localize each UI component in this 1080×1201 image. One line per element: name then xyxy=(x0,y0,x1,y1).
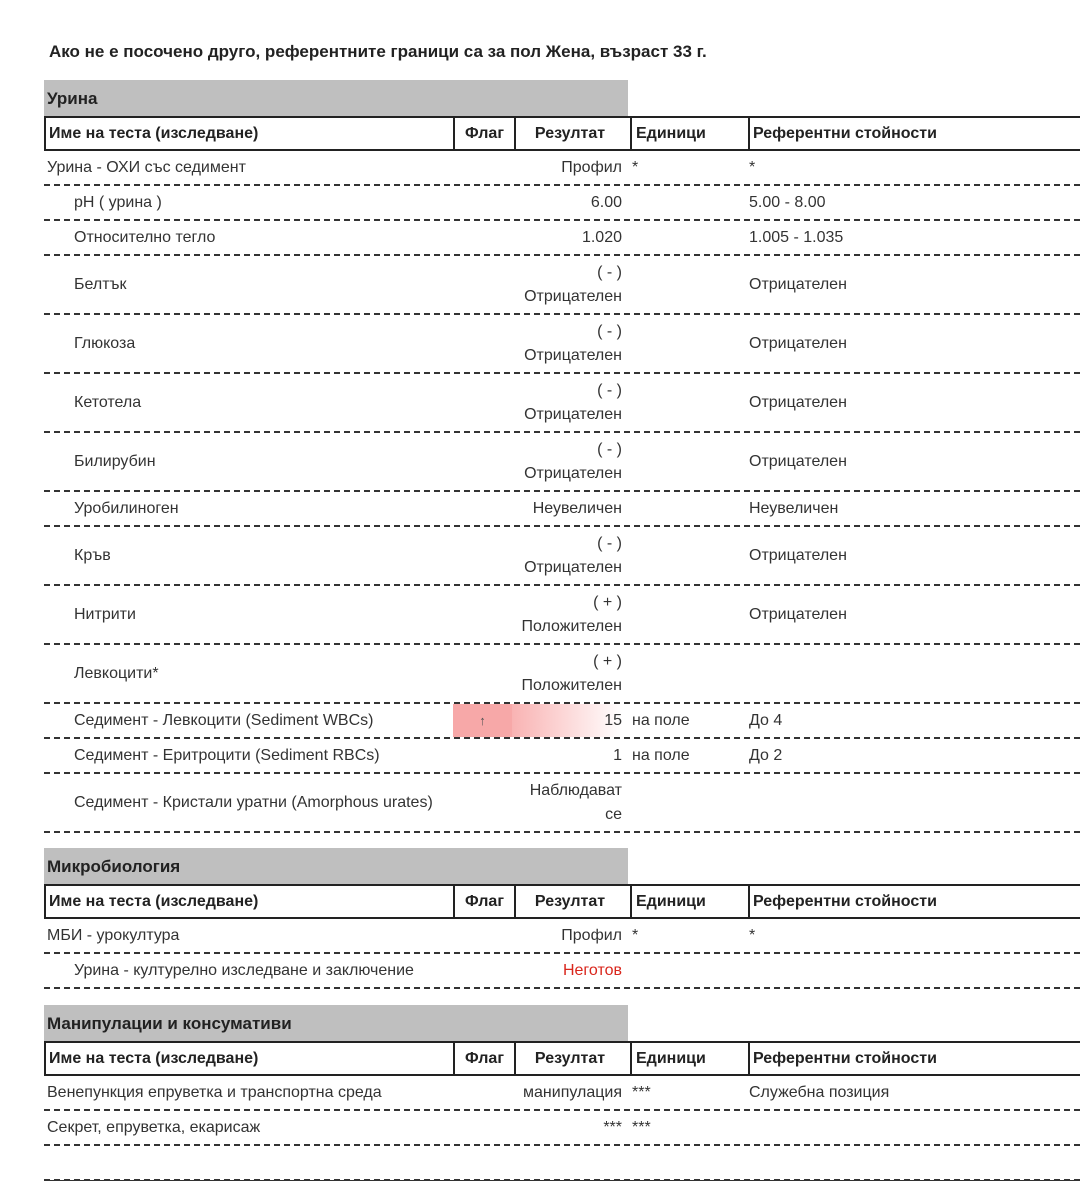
result xyxy=(512,1076,628,1109)
result-value: *** xyxy=(603,1118,622,1136)
table-row xyxy=(44,151,1080,186)
result xyxy=(512,433,628,490)
result-value: Неготов xyxy=(562,961,622,979)
reference-range: Отрицателен xyxy=(749,452,847,470)
result xyxy=(512,1111,628,1144)
result-line1: ( - ) xyxy=(597,322,622,340)
test-name: Белтък xyxy=(74,276,127,293)
flag xyxy=(453,919,512,952)
flag xyxy=(453,151,512,184)
reference-range: Отрицателен xyxy=(749,334,847,352)
test-name: Уробилиноген xyxy=(74,500,179,517)
test-name: МБИ - урокултура xyxy=(47,927,180,944)
result-value: 1.020 xyxy=(581,228,622,246)
result-line1: ( - ) xyxy=(597,440,622,458)
result xyxy=(512,954,628,987)
table-row xyxy=(44,492,1080,527)
test-name: Левкоцити* xyxy=(74,665,159,682)
result xyxy=(512,527,628,584)
result-value: Отрицателен xyxy=(524,405,622,423)
result-line1: ( - ) xyxy=(597,263,622,281)
result-value: Профил xyxy=(561,926,622,944)
table-row xyxy=(44,1111,1080,1146)
result xyxy=(512,774,628,831)
flag xyxy=(453,527,512,584)
reference-note: Ако не е посочено друго, референтните граници са за пол Жена, възраст 33 г. xyxy=(49,42,707,61)
result xyxy=(512,739,628,772)
table-row xyxy=(44,374,1080,433)
units xyxy=(628,374,746,431)
table-row xyxy=(44,1076,1080,1111)
reference-range: До 4 xyxy=(749,711,783,729)
test-name: Урина - културелно изследване и заключение xyxy=(74,962,414,979)
reference-range: Отрицателен xyxy=(749,605,847,623)
table-row xyxy=(44,1146,1080,1181)
section-title: Урина xyxy=(44,80,628,116)
units: * xyxy=(632,926,639,944)
col-result: Резултат xyxy=(516,886,632,917)
test-name: Глюкоза xyxy=(74,335,136,352)
result-value: Профил xyxy=(561,158,622,176)
flag xyxy=(453,315,512,372)
table-header xyxy=(44,884,1080,919)
table-row xyxy=(44,919,1080,954)
test-name: pH ( урина ) xyxy=(74,194,162,211)
col-ref: Референтни стойности xyxy=(753,124,937,142)
table-row xyxy=(44,645,1080,704)
col-units: Единици xyxy=(632,886,750,917)
result-line1: ( - ) xyxy=(597,534,622,552)
section-title: Манипулации и консумативи xyxy=(44,1005,628,1041)
flag xyxy=(453,221,512,254)
section-1 xyxy=(44,848,1080,989)
section-0 xyxy=(44,80,1080,833)
flag xyxy=(453,774,512,831)
result xyxy=(512,1146,628,1179)
col-flag: Флаг xyxy=(455,1043,516,1074)
units: на поле xyxy=(632,711,690,729)
test-name xyxy=(44,1146,453,1179)
reference-range xyxy=(746,1111,1080,1144)
col-flag: Флаг xyxy=(455,886,516,917)
units xyxy=(628,315,746,372)
reference-range xyxy=(746,645,1080,702)
result-line1: ( + ) xyxy=(593,652,622,670)
flag xyxy=(453,645,512,702)
table-header xyxy=(44,116,1080,151)
result-line1: Наблюдават xyxy=(529,781,622,799)
result xyxy=(512,315,628,372)
units xyxy=(628,186,746,219)
reference-range: Неувеличен xyxy=(749,499,839,517)
reference-range: До 2 xyxy=(749,746,783,764)
result-value: манипулация xyxy=(523,1083,622,1101)
units xyxy=(628,645,746,702)
table-row xyxy=(44,954,1080,989)
reference-range: 1.005 - 1.035 xyxy=(749,228,844,246)
reference-range: * xyxy=(749,926,756,944)
result xyxy=(512,256,628,313)
flag xyxy=(453,256,512,313)
units xyxy=(628,433,746,490)
result-value: Отрицателен xyxy=(524,346,622,364)
units: на поле xyxy=(632,746,690,764)
reference-range: 5.00 - 8.00 xyxy=(749,193,826,211)
test-name: Секрет, епруветка, екарисаж xyxy=(47,1119,261,1136)
units: *** xyxy=(632,1083,651,1101)
result-value: 6.00 xyxy=(590,193,622,211)
result-value: Неувеличен xyxy=(532,499,622,517)
result-line1: ( - ) xyxy=(597,381,622,399)
test-name: Кетотела xyxy=(74,394,142,411)
col-units: Единици xyxy=(632,118,750,149)
units xyxy=(628,774,746,831)
result-value: Положителен xyxy=(521,676,622,694)
result-value: 1 xyxy=(613,746,622,764)
reference-range: * xyxy=(749,158,756,176)
col-units: Единици xyxy=(632,1043,750,1074)
result-value: Отрицателен xyxy=(524,558,622,576)
reference-range: Отрицателен xyxy=(749,546,847,564)
col-ref: Референтни стойности xyxy=(753,1049,937,1067)
col-flag: Флаг xyxy=(455,118,516,149)
result xyxy=(512,919,628,952)
result-value: Отрицателен xyxy=(524,287,622,305)
section-2 xyxy=(44,1005,1080,1181)
units xyxy=(628,954,746,987)
result xyxy=(512,586,628,643)
col-result: Резултат xyxy=(516,1043,632,1074)
table-row xyxy=(44,739,1080,774)
test-name: Седимент - Левкоцити (Sediment WBCs) xyxy=(74,712,374,729)
end-divider xyxy=(44,1180,1080,1181)
table-row xyxy=(44,221,1080,256)
result xyxy=(512,221,628,254)
units xyxy=(628,527,746,584)
units: * xyxy=(632,158,639,176)
flag xyxy=(453,586,512,643)
units xyxy=(628,221,746,254)
test-name: Билирубин xyxy=(74,453,156,470)
result xyxy=(512,374,628,431)
test-name: Кръв xyxy=(74,547,111,564)
test-name: Седимент - Кристали уратни (Amorphous urates) xyxy=(74,794,433,811)
test-name: Относително тегло xyxy=(74,229,216,246)
table-row xyxy=(44,186,1080,221)
flag xyxy=(453,1111,512,1144)
units: *** xyxy=(632,1118,651,1136)
flag xyxy=(453,739,512,772)
flag xyxy=(453,954,512,987)
col-ref: Референтни стойности xyxy=(753,892,937,910)
section-title: Микробиология xyxy=(44,848,628,884)
col-name: Име на теста (изследване) xyxy=(46,118,455,149)
result xyxy=(512,151,628,184)
units xyxy=(628,586,746,643)
units xyxy=(628,256,746,313)
flag xyxy=(453,1146,512,1179)
test-name: Урина - ОХИ със седимент xyxy=(47,159,246,176)
units xyxy=(628,1146,746,1179)
col-name: Име на теста (изследване) xyxy=(46,886,455,917)
reference-range xyxy=(746,1146,1080,1179)
result xyxy=(512,704,628,737)
reference-range xyxy=(746,954,1080,987)
reference-range: Служебна позиция xyxy=(749,1083,890,1101)
table-row xyxy=(44,315,1080,374)
flag xyxy=(453,186,512,219)
table-row xyxy=(44,704,1080,739)
col-result: Резултат xyxy=(516,118,632,149)
table-row xyxy=(44,527,1080,586)
flag xyxy=(453,433,512,490)
reference-range: Отрицателен xyxy=(749,393,847,411)
result xyxy=(512,492,628,525)
result-value: 15 xyxy=(604,711,622,729)
table-row xyxy=(44,586,1080,645)
test-name: Венепункция епруветка и транспортна среда xyxy=(47,1084,382,1101)
test-name: Нитрити xyxy=(74,606,136,623)
test-name: Седимент - Еритроцити (Sediment RBCs) xyxy=(74,747,380,764)
result xyxy=(512,186,628,219)
reference-range xyxy=(746,774,1080,831)
table-row xyxy=(44,433,1080,492)
flag xyxy=(453,1076,512,1109)
table-row xyxy=(44,256,1080,315)
col-name: Име на теста (изследване) xyxy=(46,1043,455,1074)
table-row xyxy=(44,774,1080,833)
reference-range: Отрицателен xyxy=(749,275,847,293)
result-value: Отрицателен xyxy=(524,464,622,482)
result-value: Положителен xyxy=(521,617,622,635)
flag xyxy=(453,492,512,525)
flag xyxy=(453,374,512,431)
result-value: се xyxy=(605,805,622,823)
result-line1: ( + ) xyxy=(593,593,622,611)
units xyxy=(628,492,746,525)
flag: ↑ xyxy=(453,704,512,737)
table-header xyxy=(44,1041,1080,1076)
result xyxy=(512,645,628,702)
